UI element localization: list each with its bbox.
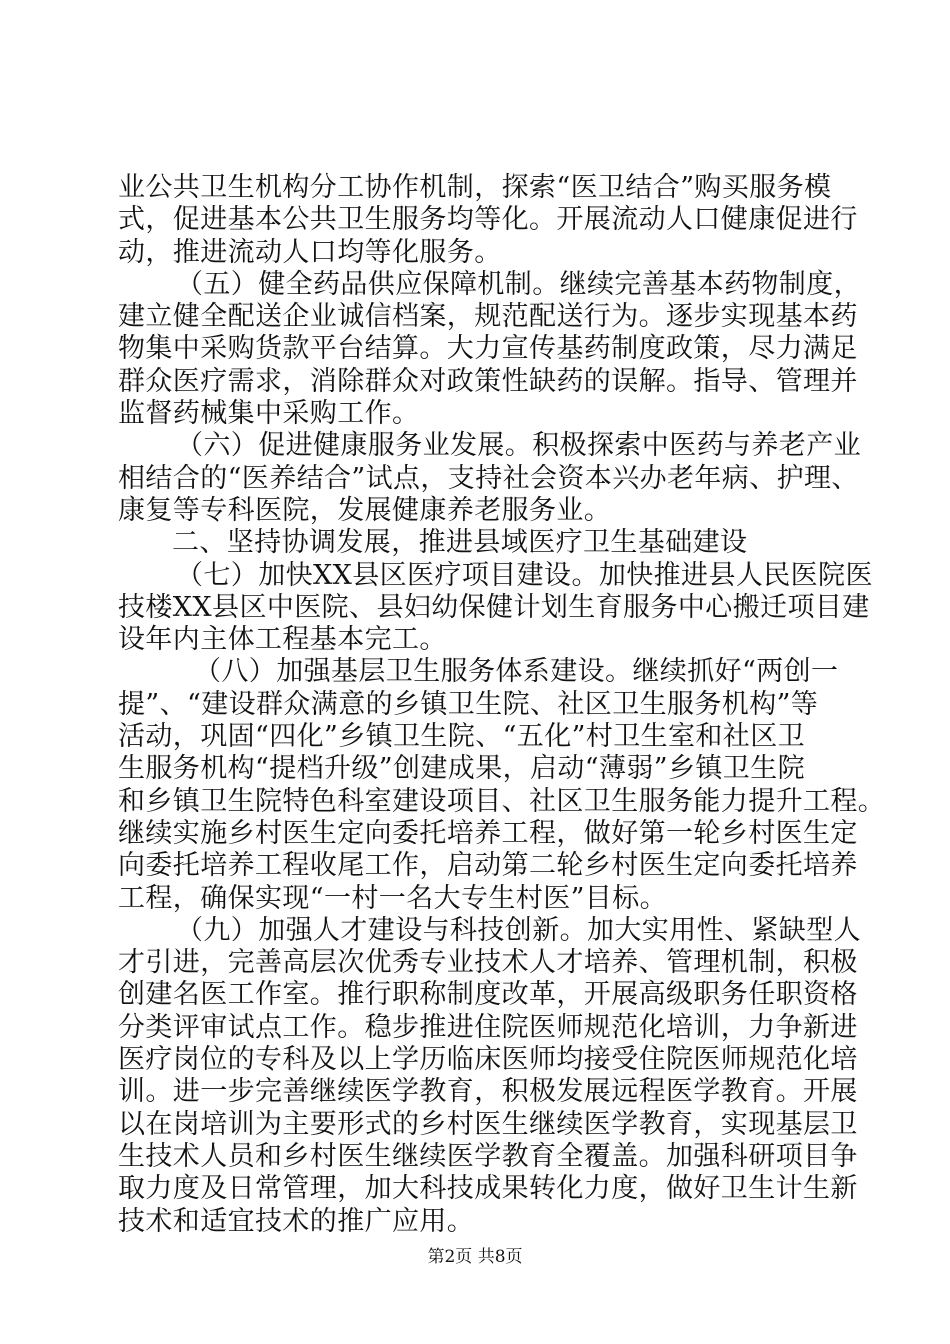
text-line: 技术和适宜技术的推广应用。 — [118, 1205, 475, 1237]
text-line: 向委托培养工程收尾工作，启动第二轮乡村医生定向委托培养 — [118, 850, 858, 882]
text-line: 创建名医工作室。推行职称制度改革，开展高级职务任职资格 — [118, 979, 858, 1011]
section-heading-2: 二、坚持协调发展，推进县域医疗卫生基础建设 — [172, 527, 748, 559]
text-line: 监督药械集中采购工作。 — [118, 398, 420, 430]
text-line: 才引进，完善高层次优秀专业技术人才培养、管理机制，积极 — [118, 947, 858, 979]
text-line: 动，推进流动人口均等化服务。 — [118, 236, 502, 268]
text-line: 群众医疗需求，消除群众对政策性缺药的误解。指导、管理并 — [118, 365, 858, 397]
text-line: 康复等专科医院，发展健康养老服务业。 — [118, 494, 612, 526]
text-line: 训。进一步完善继续医学教育，积极发展远程医学教育。开展 — [118, 1076, 858, 1108]
text-line: 技楼XX县区中医院、县妇幼保健计划生育服务中心搬迁项目建 — [118, 591, 870, 623]
paragraph-heading-9: （九）加强人才建设与科技创新。加大实用性、紧缺型人 — [176, 914, 861, 946]
text-line: 生服务机构“提档升级”创建成果，启动“薄弱”乡镇卫生院 — [118, 753, 806, 785]
text-line: 继续实施乡村医生定向委托培养工程，做好第一轮乡村医生定 — [118, 817, 858, 849]
text-line: 式，促进基本公共卫生服务均等化。开展流动人口健康促进行 — [118, 204, 858, 236]
text-line: 工程，确保实现“一村一名大专生村医”目标。 — [118, 882, 668, 914]
text-line: 物集中采购货款平台结算。大力宣传基药制度政策，尽力满足 — [118, 333, 858, 365]
paragraph-heading-8: （八）加强基层卫生服务体系建设。继续抓好“两创一 — [194, 656, 839, 688]
page-number-footer: 第2页 共8页 — [427, 1247, 523, 1267]
text-line: 医疗岗位的专科及以上学历临床医师均接受住院医师规范化培 — [118, 1044, 858, 1076]
paragraph-heading-5: （五）健全药品供应保障机制。继续完善基本药物制度， — [176, 268, 861, 300]
text-line: 设年内主体工程基本完工。 — [118, 624, 447, 656]
text-line: 提”、“建设群众满意的乡镇卫生院、社区卫生服务机构”等 — [118, 688, 819, 720]
text-line: 相结合的“医养结合”试点，支持社会资本兴办老年病、护理、 — [118, 462, 859, 494]
text-line: 以在岗培训为主要形式的乡村医生继续医学教育，实现基层卫 — [118, 1108, 858, 1140]
text-line: 分类评审试点工作。稳步推进住院医师规范化培训，力争新进 — [118, 1011, 858, 1043]
text-line: 建立健全配送企业诚信档案，规范配送行为。逐步实现基本药 — [118, 301, 858, 333]
document-body — [118, 172, 886, 1238]
text-line: 活动，巩固“四化”乡镇卫生院、“五化”村卫生室和社区卫 — [118, 721, 806, 753]
paragraph-heading-6: （六）促进健康服务业发展。积极探索中医药与养老产业 — [176, 430, 861, 462]
paragraph-heading-7: （七）加快XX县区医疗项目建设。加快推进县人民医院医 — [176, 559, 873, 591]
text-line: 生技术人员和乡村医生继续医学教育全覆盖。加强科研项目争 — [118, 1140, 858, 1172]
text-line: 业公共卫生机构分工协作机制，探索“医卫结合”购买服务模 — [118, 172, 832, 203]
text-line: 取力度及日常管理，加大科技成果转化力度，做好卫生计生新 — [118, 1173, 858, 1205]
text-line: 和乡镇卫生院特色科室建设项目、社区卫生服务能力提升工程。 — [118, 785, 886, 817]
